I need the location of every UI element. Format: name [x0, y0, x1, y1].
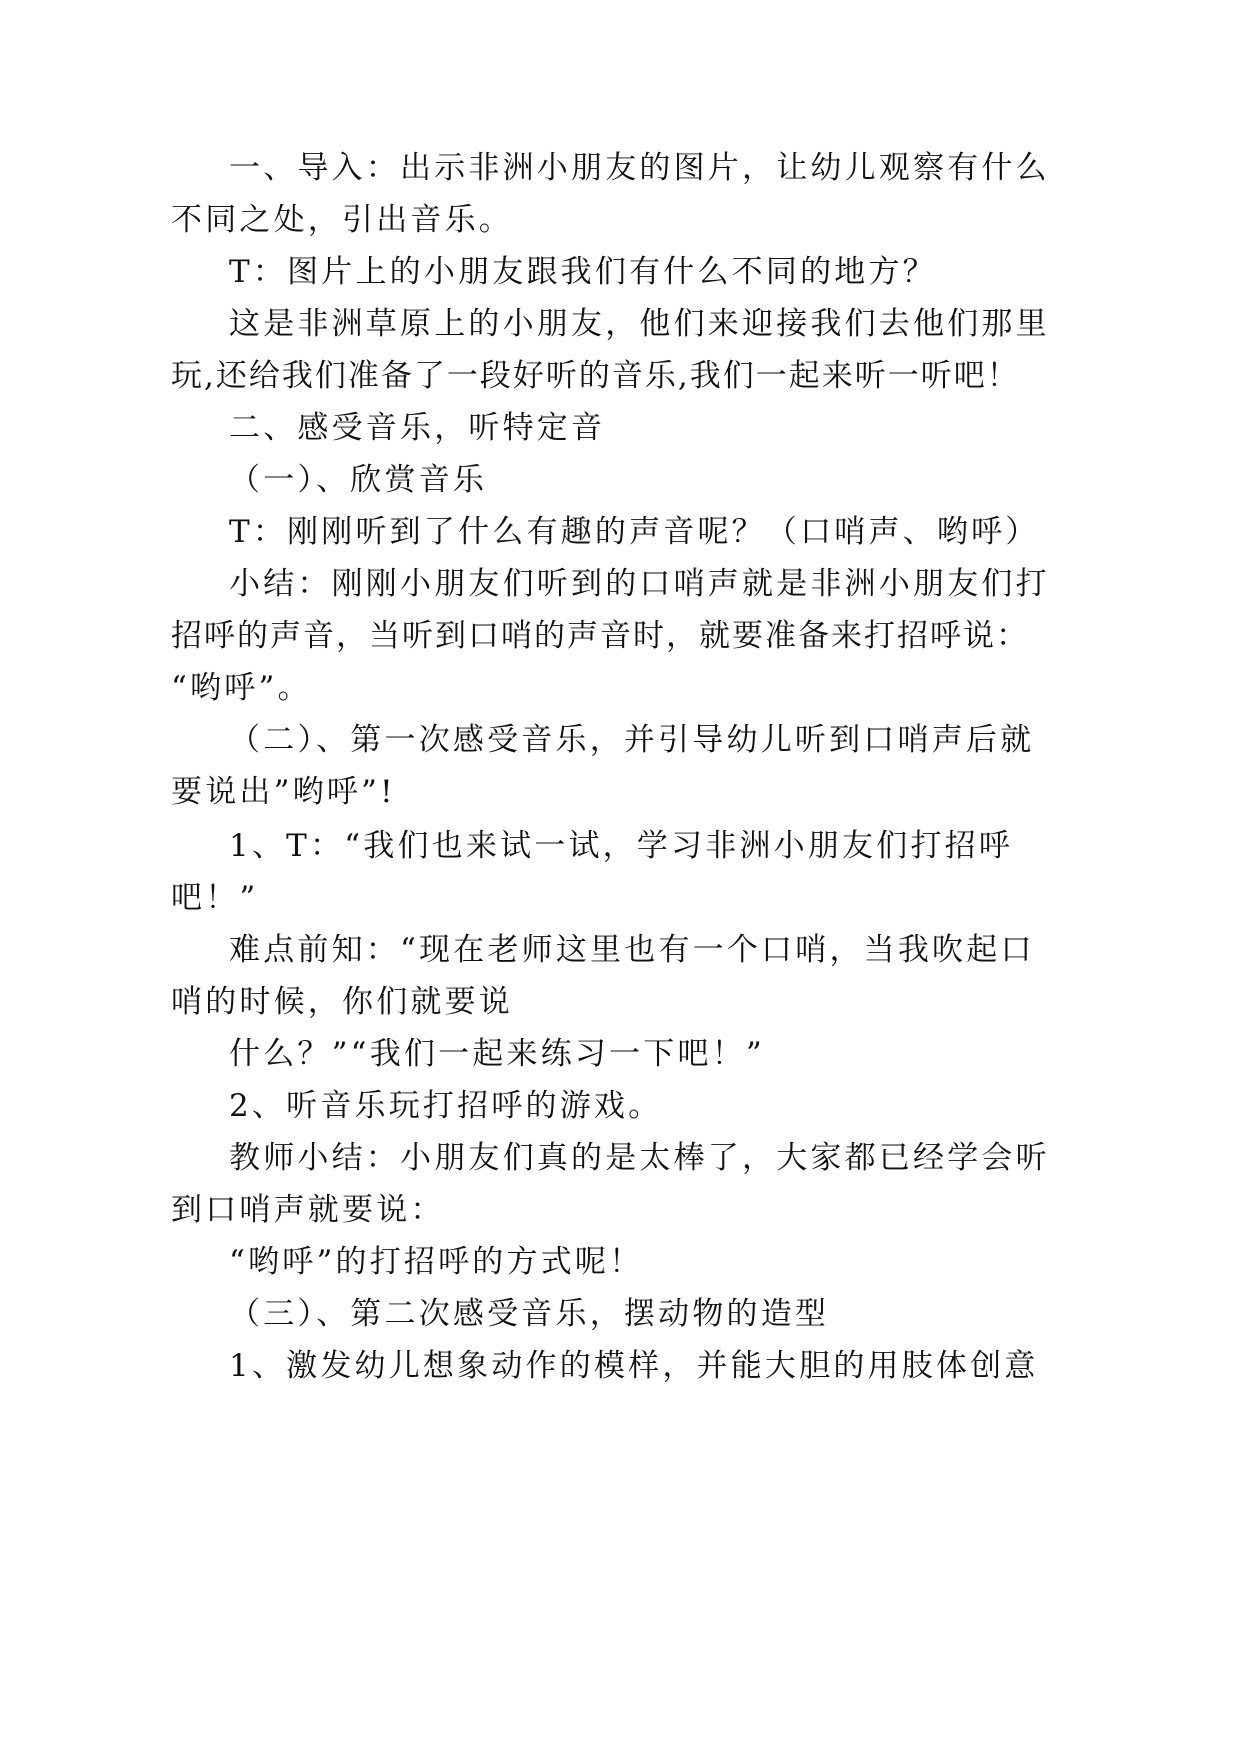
text-line-17: 哨的时候，你们就要说 [171, 984, 513, 1020]
text-line-8: T：刚刚听到了什么有趣的声音呢？（口哨声、哟呼） [229, 514, 1040, 550]
text-line-23: （三）、第二次感受音乐，摆动物的造型 [229, 1296, 830, 1332]
text-line-9: 小结：刚刚小朋友们听到的口哨声就是非洲小朋友们打 [229, 566, 1050, 602]
text-line-21: 到口哨声就要说： [171, 1192, 445, 1228]
text-line-3: T：图片上的小朋友跟我们有什么不同的地方？ [229, 254, 937, 290]
text-line-13: 要说出”哟呼”! [171, 774, 396, 810]
text-line-16: 难点前知：“现在老师这里也有一个口哨，当我吹起口 [229, 932, 1035, 968]
text-line-12: （二）、第一次感受音乐，并引导幼儿听到口哨声后就 [229, 722, 1035, 758]
text-line-20: 教师小结：小朋友们真的是太棒了，大家都已经学会听 [229, 1140, 1050, 1176]
text-line-10: 招呼的声音，当听到口哨的声音时，就要准备来打招呼说： [171, 618, 1029, 654]
text-line-15: 吧！” [171, 880, 259, 916]
text-line-1: 一、导入：出示非洲小朋友的图片，让幼儿观察有什么 [229, 150, 1050, 186]
text-line-18: 什么？”“我们一起来练习一下吧！” [229, 1036, 765, 1072]
text-line-22: “哟呼”的打招呼的方式呢！ [229, 1244, 644, 1280]
text-line-6: 二、感受音乐，听特定音 [229, 410, 606, 446]
text-line-2: 不同之处，引出音乐。 [171, 202, 513, 238]
text-line-24: 1、激发幼儿想象动作的模样，并能大胆的用肢体创意 [229, 1348, 1039, 1384]
text-line-14: 1、T：“我们也来试一试，学习非洲小朋友们打招呼 [229, 828, 1014, 864]
text-line-7: （一）、欣赏音乐 [229, 462, 488, 498]
text-line-19: 2、听音乐玩打招呼的游戏。 [229, 1088, 663, 1124]
text-line-11: “哟呼”。 [171, 670, 312, 706]
text-line-4: 这是非洲草原上的小朋友，他们来迎接我们去他们那里 [229, 306, 1050, 342]
text-line-5: 玩,还给我们准备了一段好听的音乐,我们一起来听一听吧！ [171, 358, 1020, 394]
